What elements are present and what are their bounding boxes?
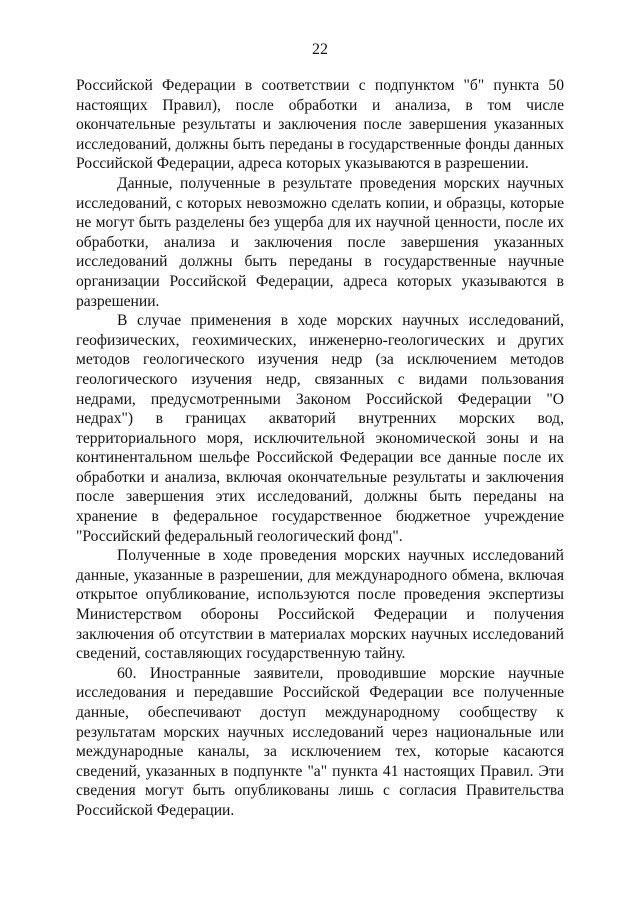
paragraph-continued: Российской Федерации в соответствии с подпунктом "б" пункта 50 настоящих Правил), после обработки и анализа, в том числе окончательные результаты и заключения после завершения указанных исследований, должны быть переданы в государственные фонды данных Российской Федерации, адреса которых указываются в разрешении. [76,77,564,173]
paragraph: Данные, полученные в результате проведения морских научных исследований, с которых невозможно сделать копии, и образцы, которые не могут быть разделены без ущерба для их научной ценности, после их обработки, анализа и заключения после завершения указанных исследований должны быть переданы в государственные научные организации Российской Федерации, адреса которых указываются в разрешении. [76,174,564,310]
document-body [76,76,564,821]
paragraph-item-60: 60. Иностранные заявители, проводившие морские научные исследования и передавшие Российской Федерации все полученные данные, обеспечивают доступ международному сообществу к результатам морских научных исследований через национальные или международные каналы, за исключением тех, которые касаются сведений, указанных в подпункте "а" пункта 41 настоящих Правил. Эти сведения могут быть опубликованы лишь с согласия Правительства Российской Федерации. [76,664,564,819]
paragraph: В случае применения в ходе морских научных исследований, геофизических, геохимических, инженерно-геологических и других методов геологического изучения недр (за исключением методов геологического изучения недр, связанных с видами пользования недрами, предусмотренными Законом Российской Федерации "О недрах") в границах акваторий внутренних морских вод, территориального моря, исключительной экономической зоны и на континентальном шельфе Российской Федерации все данные после их обработки и анализа, включая окончательные результаты и заключения после завершения этих исследований, должны быть переданы на хранение в федеральное государственное бюджетное учреждение "Российский федеральный геологический фонд". [76,312,564,545]
page-number: 22 [312,41,328,58]
paragraph: Полученные в ходе проведения морских научных исследований данные, указанные в разрешении, для международного обмена, включая открытое опубликование, используются после проведения экспертизы Министерством обороны Российской Федерации и получения заключения об отсутствии в материалах морских научных исследований сведений, составляющих государственную тайну. [76,547,564,663]
